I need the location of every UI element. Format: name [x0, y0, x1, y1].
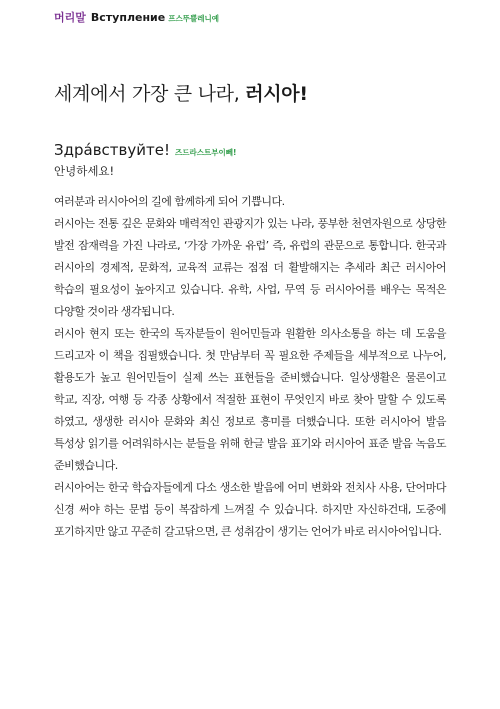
page-header [54, 9, 219, 25]
header-title-pronunciation: 프스뚜쁠레니예 [168, 14, 219, 23]
header-label: 머리말 [54, 11, 86, 24]
greeting [54, 141, 236, 159]
page-title-highlight: 러시아! [245, 83, 308, 105]
greeting-russian: Здра́вствуйте! [54, 141, 170, 159]
paragraph: 러시아는 전통 깊은 문화와 매력적인 관광지가 있는 나라, 풍부한 천연자원으로 상당한 발전 잠재력을 가진 나라로, ‘가장 가까운 유럽’ 즉, 유럽의 관문으로 통합니다. 한국과 러시아의 경제적, 문화적, 교육적 교류는 점점 더 활발해지는 추세라 최근 러시아어 학습의 필요성이 높아지고 있습니다. 유학, 사업, 무역 등 러시아어를 배우는 목적은 다양할 것이라 생각됩니다. [54, 217, 446, 318]
paragraph: 여러분과 러시아어의 길에 함께하게 되어 기쁩니다. [54, 195, 285, 208]
page-title [54, 79, 308, 106]
greeting-translation: 안녕하세요! [54, 164, 115, 178]
paragraph: 러시아어는 한국 학습자들에게 다소 생소한 발음에 어미 변화와 전치사 사용, 단어마다 신경 써야 하는 문법 등이 복잡하게 느껴질 수 있습니다. 하지만 자신하건대, 도중에 포기하지만 않고 꾸준히 갈고닦으면, 큰 성취감이 생기는 언어가 바로 러시아어입니다. [54, 481, 446, 538]
greeting-pronunciation: 즈드라스트부이뻬! [174, 148, 237, 157]
header-title: Вступление [90, 11, 166, 24]
paragraph: 러시아 현지 또는 한국의 독자분들이 원어민들과 원활한 의사소통을 하는 데 도움을 드리고자 이 책을 집필했습니다. 첫 만남부터 꼭 필요한 주제들을 세부적으로 나누어, 활용도가 높고 원어민들이 실제 쓰는 표현들을 준비했습니다. 일상생활은 물론이고 학교, 직장, 여행 등 각종 상황에서 적절한 표현이 무엇인지 바로 찾아 말할 수 있도록 하였고, 생생한 러시아 문화와 최신 정보로 흥미를 더했습니다. 또한 러시아어 발음 특성상 읽기를 어려워하시는 분들을 위해 한글 발음 표기와 러시아어 표준 발음 녹음도 준비했습니다. [54, 327, 446, 472]
page-title-text: 세계에서 가장 큰 나라, [54, 83, 240, 105]
body-text [54, 191, 446, 543]
